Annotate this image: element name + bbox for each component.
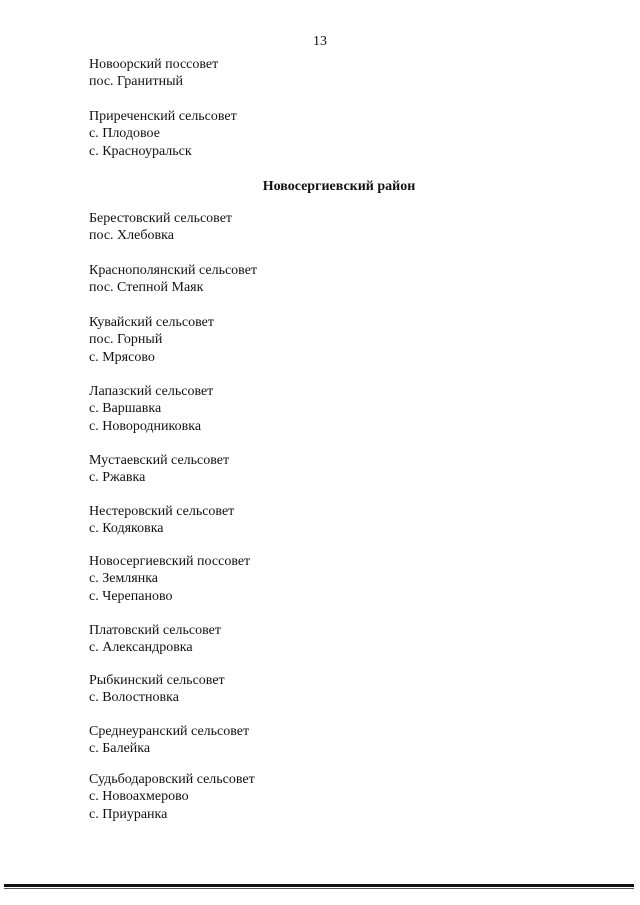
council-group <box>89 723 249 758</box>
settlement-name: с. Волостновка <box>89 690 179 706</box>
page-number: 13 <box>313 34 327 49</box>
settlement-name: с. Кодяковка <box>89 521 164 537</box>
council-name: Среднеуранский сельсовет <box>89 724 250 739</box>
district-heading: Новосергиевский район <box>262 179 416 194</box>
council-group <box>89 262 257 297</box>
settlement-name: с. Балейка <box>89 741 151 757</box>
settlement-name: с. Варшавка <box>89 401 162 417</box>
settlement-name: пос. Хлебовка <box>89 228 174 244</box>
council-group <box>89 314 214 366</box>
settlement-name: с. Новородниковка <box>89 418 202 434</box>
footer-rule-secondary <box>4 888 634 889</box>
council-name: Новосергиевский поссовет <box>89 554 251 569</box>
council-name: Мустаевский сельсовет <box>89 453 230 468</box>
settlement-name: с. Ржавка <box>89 470 146 486</box>
council-group <box>89 108 237 160</box>
council-name: Платовский сельсовет <box>89 623 221 638</box>
council-group <box>89 672 225 707</box>
council-group <box>89 210 232 245</box>
council-group <box>89 56 218 91</box>
council-name: Судьбодаровский сельсовет <box>89 772 255 787</box>
settlement-name: с. Черепаново <box>89 588 173 604</box>
council-name: Лапазский сельсовет <box>89 384 214 399</box>
council-group <box>89 771 255 823</box>
settlement-name: с. Плодовое <box>89 126 160 142</box>
settlement-name: с. Землянка <box>89 571 159 587</box>
council-name: Рыбкинский сельсовет <box>89 673 225 688</box>
council-name: Краснополянский сельсовет <box>89 263 258 278</box>
settlement-name: с. Красноуральск <box>89 143 192 159</box>
settlement-name: пос. Гранитный <box>89 74 183 90</box>
settlement-name: с. Приуранка <box>89 806 168 822</box>
council-name: Кувайский сельсовет <box>89 315 214 330</box>
council-name: Берестовский сельсовет <box>89 211 233 226</box>
council-group <box>89 622 221 657</box>
council-group <box>89 452 229 487</box>
settlement-name: пос. Горный <box>89 332 163 348</box>
settlement-name: пос. Степной Маяк <box>89 280 204 296</box>
council-group <box>89 503 234 538</box>
council-name: Нестеровский сельсовет <box>89 504 235 519</box>
footer-rule <box>4 884 634 887</box>
council-group <box>89 383 213 435</box>
council-group <box>89 553 250 605</box>
settlement-name: с. Новоахмерово <box>89 789 189 805</box>
council-name: Приреченский сельсовет <box>89 109 237 124</box>
settlement-name: с. Мрясово <box>89 349 155 365</box>
settlement-name: с. Александровка <box>89 640 193 656</box>
council-name: Новоорский поссовет <box>89 57 219 72</box>
